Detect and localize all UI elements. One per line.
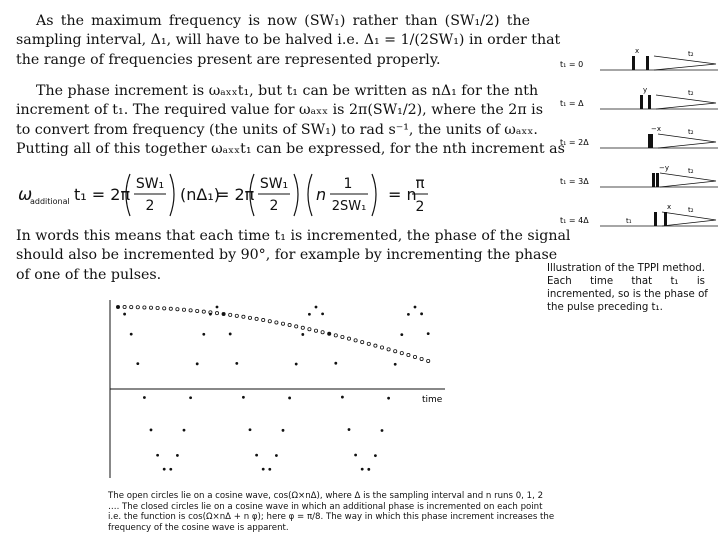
fraction-numerator: SW₁ bbox=[259, 176, 289, 192]
open-circle-point bbox=[242, 315, 245, 318]
closed-circle-point bbox=[334, 362, 337, 365]
closed-circle-point bbox=[341, 396, 344, 399]
caption-line: Illustration of the TPPI method. bbox=[547, 263, 705, 274]
pulse-row bbox=[560, 164, 718, 187]
equation-term: (nΔ₁) bbox=[180, 185, 220, 204]
closed-circle-point bbox=[387, 397, 390, 400]
open-circle-point bbox=[176, 308, 179, 311]
row-label: t₁ = Δ bbox=[560, 99, 584, 108]
text-line: of one of the pulses. bbox=[16, 266, 162, 283]
caption-line: …. The closed circles lie on a cosine wave in which an additional phase is incremented on each point bbox=[108, 501, 543, 512]
row-label: t₁ = 3Δ bbox=[560, 177, 589, 186]
open-circle-point bbox=[334, 334, 337, 337]
pulse-rows bbox=[560, 47, 718, 226]
open-circle-point bbox=[367, 342, 370, 345]
open-circle-point bbox=[347, 337, 350, 340]
pulse-row bbox=[560, 203, 718, 226]
pulse-90 bbox=[632, 56, 635, 70]
open-circle-point bbox=[420, 357, 423, 360]
open-circle-point bbox=[248, 316, 251, 319]
open-circle-point bbox=[215, 312, 218, 315]
closed-circle-point bbox=[202, 333, 205, 336]
caption-line: Each time that t₁ is bbox=[547, 276, 705, 287]
open-circle-point bbox=[235, 314, 238, 317]
tppi-pulse-diagram bbox=[560, 38, 720, 248]
closed-circle-point bbox=[262, 468, 265, 471]
closed-circle-point bbox=[282, 429, 285, 432]
closed-circle-point bbox=[394, 363, 397, 366]
row-label: t₁ = 2Δ bbox=[560, 138, 589, 147]
open-circle-point bbox=[255, 317, 258, 320]
open-circle-point bbox=[407, 353, 410, 356]
closed-circle-point bbox=[354, 454, 357, 457]
tppi-phase-equation bbox=[16, 170, 536, 222]
open-circle-point bbox=[130, 306, 133, 309]
open-circle-point bbox=[281, 322, 284, 325]
t2-label: t₂ bbox=[688, 206, 694, 214]
pulse-90 bbox=[650, 134, 653, 148]
open-circle-point bbox=[321, 331, 324, 334]
fraction-denominator: 2SW₁ bbox=[331, 199, 367, 214]
open-circle-point bbox=[163, 307, 166, 310]
open-circle-point bbox=[361, 341, 364, 344]
open-circle-point bbox=[380, 346, 383, 349]
text-line: should also be incremented by 90°, for example by incrementing the phase bbox=[16, 247, 558, 264]
fraction-numerator: π bbox=[415, 174, 425, 192]
fraction-denominator: 2 bbox=[269, 198, 279, 214]
open-circle-point bbox=[169, 307, 172, 310]
fid-envelope bbox=[656, 95, 716, 109]
closed-circle-point bbox=[361, 468, 364, 471]
right-paren bbox=[170, 174, 174, 216]
left-paren bbox=[308, 174, 312, 216]
closed-circle-point bbox=[189, 396, 192, 399]
open-circle-point bbox=[229, 313, 232, 316]
right-paren bbox=[372, 174, 376, 216]
closed-circle-point bbox=[130, 333, 133, 336]
closed-circle-point bbox=[381, 429, 384, 432]
pulse-90 bbox=[646, 56, 649, 70]
open-circle-point bbox=[262, 318, 265, 321]
pulse-90 bbox=[652, 173, 655, 187]
pulse-phase-label: y bbox=[643, 86, 648, 94]
pulse-row bbox=[560, 47, 718, 70]
fid-envelope bbox=[654, 56, 716, 70]
closed-circle-point bbox=[400, 333, 403, 336]
open-circle-point bbox=[268, 320, 271, 323]
omega-symbol: ω bbox=[18, 185, 33, 205]
open-circle-point bbox=[149, 306, 152, 309]
x-axis-label: time bbox=[422, 395, 443, 405]
equation-term: = n bbox=[388, 185, 417, 204]
equation-term: = 2π bbox=[216, 185, 255, 204]
pulse-90 bbox=[648, 95, 651, 109]
text-line: In words this means that each time t₁ is incremented, the phase of the signal bbox=[16, 228, 571, 244]
paragraph-1 bbox=[16, 12, 561, 70]
open-circle-point bbox=[196, 309, 199, 312]
closed-circle-point bbox=[235, 362, 238, 365]
closed-circle-point bbox=[143, 396, 146, 399]
open-circle-point bbox=[288, 323, 291, 326]
closed-circle-point bbox=[315, 306, 318, 309]
closed-circle-point bbox=[288, 397, 291, 400]
open-circle-point bbox=[301, 326, 304, 329]
closed-circle-point bbox=[222, 313, 225, 316]
open-circle-point bbox=[143, 306, 146, 309]
open-circle-point bbox=[136, 306, 139, 309]
t1-label: t₁ bbox=[626, 217, 632, 225]
pulse-row bbox=[560, 125, 718, 148]
equation-term: n bbox=[316, 185, 327, 204]
row-label: t₁ = 0 bbox=[560, 60, 584, 69]
closed-circle-point bbox=[209, 313, 212, 316]
open-circle-point bbox=[156, 306, 159, 309]
text-line: Putting all of this together ωₐₓₓt₁ can be expressed, for the nth increment as bbox=[16, 140, 565, 157]
open-circle-point bbox=[275, 321, 278, 324]
closed-circle-point bbox=[169, 468, 172, 471]
fid-envelope bbox=[662, 212, 716, 226]
cosine-sampling-plot bbox=[100, 298, 460, 484]
open-circle-point bbox=[354, 339, 357, 342]
figure-caption-bottom bbox=[108, 491, 555, 533]
closed-circle-point bbox=[321, 313, 324, 316]
row-label: t₁ = 4Δ bbox=[560, 216, 589, 225]
closed-circle-point bbox=[367, 468, 370, 471]
caption-line: the pulse preceding t₁. bbox=[547, 302, 663, 313]
fraction-numerator: SW₁ bbox=[135, 176, 165, 192]
fid-envelope bbox=[658, 134, 716, 148]
closed-circle-point bbox=[123, 313, 126, 316]
closed-circle-point bbox=[229, 333, 232, 336]
closed-circle-point bbox=[216, 306, 219, 309]
text-line: the range of frequencies present are represented properly. bbox=[16, 51, 441, 68]
pulse-90 bbox=[664, 212, 667, 226]
open-circle-point bbox=[400, 352, 403, 355]
pulse-90 bbox=[640, 95, 643, 109]
closed-circle-point bbox=[427, 332, 430, 335]
text-line: increment of t₁. The required value for ωₐₓₓ is 2π(SW₁/2), where the 2π is bbox=[16, 102, 543, 119]
closed-circle-series bbox=[117, 306, 430, 471]
closed-circle-point bbox=[301, 333, 304, 336]
fraction-numerator: 1 bbox=[343, 176, 353, 192]
fraction-denominator: 2 bbox=[415, 199, 425, 215]
pulse-phase-label: −x bbox=[651, 125, 662, 133]
open-circle-point bbox=[308, 328, 311, 331]
open-circle-point bbox=[202, 310, 205, 313]
caption-line: i.e. the function is cos(Ω×nΔ + n φ); here φ = π/8. The way in which this phase increment increases the bbox=[108, 512, 555, 523]
t2-label: t₂ bbox=[688, 167, 694, 175]
open-circle-point bbox=[182, 308, 185, 311]
closed-circle-point bbox=[163, 468, 166, 471]
caption-line: incremented, so is the phase of bbox=[547, 289, 708, 300]
open-circle-point bbox=[374, 344, 377, 347]
closed-circle-point bbox=[295, 363, 298, 366]
pulse-90 bbox=[656, 173, 659, 187]
open-circle-point bbox=[387, 348, 390, 351]
open-circle-point bbox=[123, 305, 126, 308]
paragraph-2 bbox=[16, 82, 565, 159]
pulse-phase-label: x bbox=[667, 203, 672, 211]
closed-circle-point bbox=[420, 312, 423, 315]
text-line: sampling interval, Δ₁, will have to be halved i.e. Δ₁ = 1/(2SW₁) in order that bbox=[16, 32, 561, 49]
pulse-phase-label: −y bbox=[659, 164, 670, 172]
pulse-90 bbox=[654, 212, 657, 226]
closed-circle-point bbox=[117, 306, 120, 309]
fraction-denominator: 2 bbox=[145, 198, 155, 214]
open-circle-point bbox=[341, 335, 344, 338]
open-circle-series bbox=[116, 305, 429, 362]
open-circle-point bbox=[427, 359, 430, 362]
closed-circle-point bbox=[414, 306, 417, 309]
closed-circle-point bbox=[255, 454, 258, 457]
pulse-phase-label: x bbox=[635, 47, 640, 55]
open-circle-point bbox=[413, 355, 416, 358]
closed-circle-point bbox=[268, 468, 271, 471]
closed-circle-point bbox=[249, 428, 252, 431]
closed-circle-point bbox=[374, 454, 377, 457]
open-circle-point bbox=[189, 309, 192, 312]
closed-circle-point bbox=[156, 454, 159, 457]
closed-circle-point bbox=[176, 454, 179, 457]
closed-circle-point bbox=[136, 362, 139, 365]
open-circle-point bbox=[295, 325, 298, 328]
t2-label: t₂ bbox=[688, 50, 694, 58]
closed-circle-point bbox=[150, 429, 153, 432]
figure-caption-right bbox=[547, 262, 708, 314]
text-line: As the maximum frequency is now (SW₁) rather than (SW₁/2) the bbox=[36, 13, 530, 29]
closed-circle-point bbox=[308, 313, 311, 316]
text-line: The phase increment is ωₐₓₓt₁, but t₁ can be written as nΔ₁ for the nth bbox=[36, 83, 539, 99]
closed-circle-point bbox=[407, 313, 410, 316]
paragraph-3 bbox=[16, 227, 571, 285]
right-paren bbox=[294, 174, 298, 216]
closed-circle-point bbox=[328, 332, 331, 335]
open-circle-point bbox=[314, 329, 317, 332]
fid-envelope bbox=[660, 173, 716, 187]
closed-circle-point bbox=[242, 396, 245, 399]
caption-line: frequency of the cosine wave is apparent. bbox=[108, 522, 289, 533]
omega-subscript: additional bbox=[30, 197, 70, 206]
open-circle-point bbox=[394, 350, 397, 353]
t2-label: t₂ bbox=[688, 89, 694, 97]
closed-circle-point bbox=[196, 362, 199, 365]
caption-line: The open circles lie on a cosine wave, cos(Ω×nΔ), where Δ is the sampling interval and n runs 0, 1, 2 bbox=[108, 491, 544, 501]
closed-circle-point bbox=[183, 429, 186, 432]
pulse-row bbox=[560, 86, 718, 109]
closed-circle-point bbox=[275, 454, 278, 457]
text-line: to convert from frequency (the units of SW₁) to rad s⁻¹, the units of ωₐₓₓ. bbox=[16, 121, 538, 138]
closed-circle-point bbox=[348, 428, 351, 431]
t2-label: t₂ bbox=[688, 128, 694, 136]
equation-term: t₁ = 2π bbox=[74, 185, 131, 204]
